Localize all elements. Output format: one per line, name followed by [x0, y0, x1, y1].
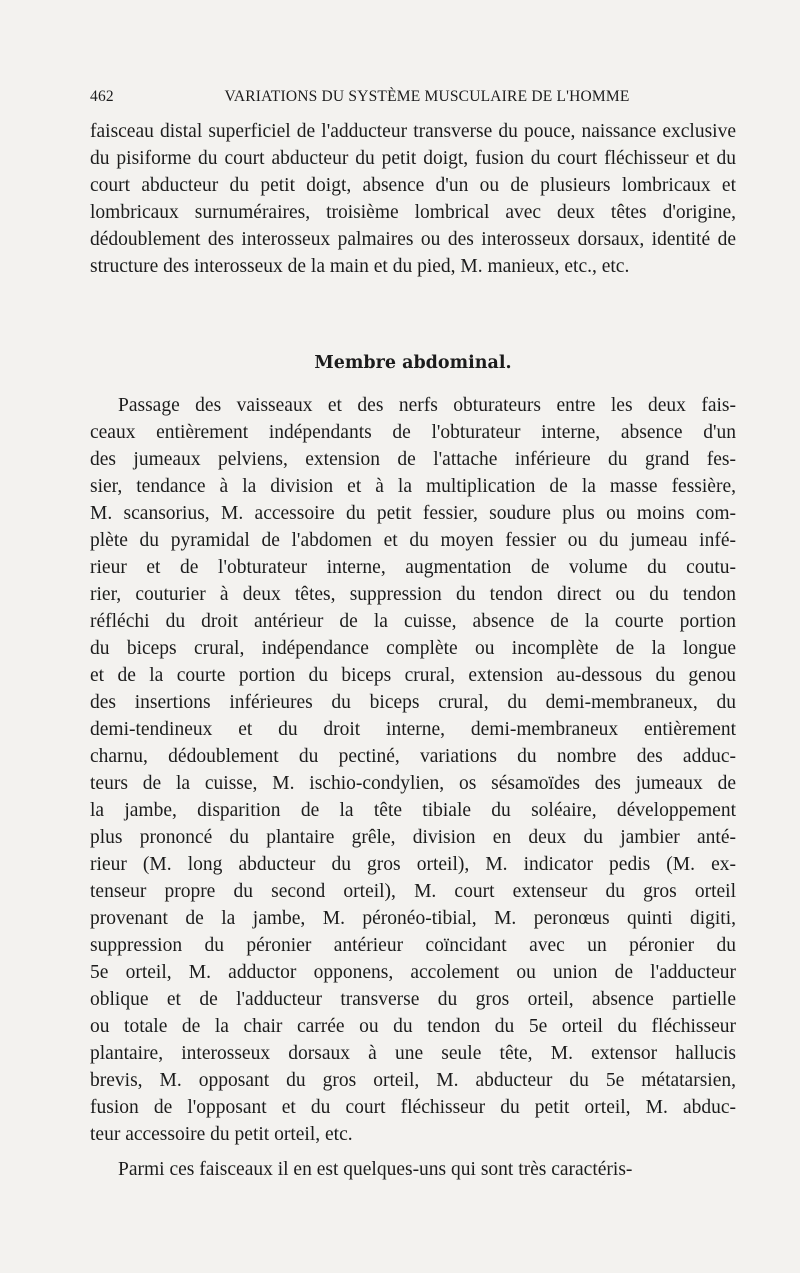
- text-line: plantaire, interosseux dorsaux à une seule tête, M. extensor hallucis: [90, 1043, 736, 1064]
- running-title: VARIATIONS DU SYSTÈME MUSCULAIRE DE L'HOMME: [224, 88, 630, 105]
- text-line: suppression du péronier antérieur coïncidant avec un péronier du: [90, 935, 736, 956]
- text-line: tenseur propre du second orteil), M. court extenseur du gros orteil: [90, 881, 736, 902]
- paragraph-1-text: faisceau distal superficiel de l'adducteur transverse du pouce, naissance exclusive du pisiforme du court abducteur du petit doigt, fusion du court fléchisseur et du court abducteur du petit doigt, absence d'un ou de plusieurs lombricaux et lombricaux surnuméraires, troisième lombrical avec deux têtes d'origine, dédoublement des interosseux palmaires ou des interosseux dorsaux, identité de structure des interosseux de la main et du pied, M. manieux, etc., etc.: [90, 121, 736, 277]
- text-line: brevis, M. opposant du gros orteil, M. abducteur du 5e métatarsien,: [90, 1070, 736, 1091]
- text-line: rier, couturier à deux têtes, suppression du tendon direct ou du tendon: [90, 584, 736, 605]
- text-line: plète du pyramidal de l'abdomen et du moyen fessier ou du jumeau infé-: [90, 530, 736, 551]
- text-line: oblique et de l'adducteur transverse du gros orteil, absence partielle: [90, 989, 736, 1010]
- text-line: charnu, dédoublement du pectiné, variations du nombre des adduc-: [90, 746, 736, 767]
- paragraph-closing: [90, 1156, 736, 1183]
- text-line: sier, tendance à la division et à la multiplication de la masse fessière,: [90, 476, 736, 497]
- text-line: réfléchi du droit antérieur de la cuisse, absence de la courte portion: [90, 611, 736, 632]
- paragraph-3-text: Parmi ces faisceaux il en est quelques-uns qui sont très caractéris-: [118, 1159, 633, 1180]
- text-line: des jumeaux pelviens, extension de l'attache inférieure du grand fes-: [90, 449, 736, 470]
- paragraph-lower-limb-variations: [90, 392, 736, 1148]
- running-header: [90, 88, 736, 106]
- paragraph-hand-variations: [90, 118, 736, 280]
- text-line: du biceps crural, indépendance complète ou incomplète de la longue: [90, 638, 736, 659]
- text-line: ou totale de la chair carrée ou du tendon du 5e orteil du fléchisseur: [90, 1016, 736, 1037]
- text-line: fusion de l'opposant et du court fléchisseur du petit orteil, M. abduc-: [90, 1097, 736, 1118]
- text-line: provenant de la jambe, M. péronéo-tibial, M. peronœus quinti digiti,: [90, 908, 736, 929]
- text-line: Passage des vaisseaux et des nerfs obturateurs entre les deux fais-: [118, 395, 736, 416]
- section-heading: Membre abdominal.: [314, 353, 512, 373]
- text-line: rieur (M. long abducteur du gros orteil), M. indicator pedis (M. ex-: [90, 854, 736, 875]
- text-line: plus prononcé du plantaire grêle, division en deux du jambier anté-: [90, 827, 736, 848]
- text-line: et de la courte portion du biceps crural, extension au-dessous du genou: [90, 665, 736, 686]
- text-line: M. scansorius, M. accessoire du petit fessier, soudure plus ou moins com-: [90, 503, 736, 524]
- text-line: des insertions inférieures du biceps crural, du demi-membraneux, du: [90, 692, 736, 713]
- text-line: teur accessoire du petit orteil, etc.: [90, 1124, 353, 1145]
- text-line: ceaux entièrement indépendants de l'obturateur interne, absence d'un: [90, 422, 736, 443]
- page-number: 462: [90, 88, 114, 105]
- text-line: demi-tendineux et du droit interne, demi-membraneux entièrement: [90, 719, 736, 740]
- text-line: teurs de la cuisse, M. ischio-condylien, os sésamoïdes des jumeaux de: [90, 773, 736, 794]
- text-line: 5e orteil, M. adductor opponens, accolement ou union de l'adducteur: [90, 962, 736, 983]
- text-line: la jambe, disparition de la tête tibiale du soléaire, développement: [90, 800, 736, 821]
- text-line: rieur et de l'obturateur interne, augmentation de volume du coutu-: [90, 557, 736, 578]
